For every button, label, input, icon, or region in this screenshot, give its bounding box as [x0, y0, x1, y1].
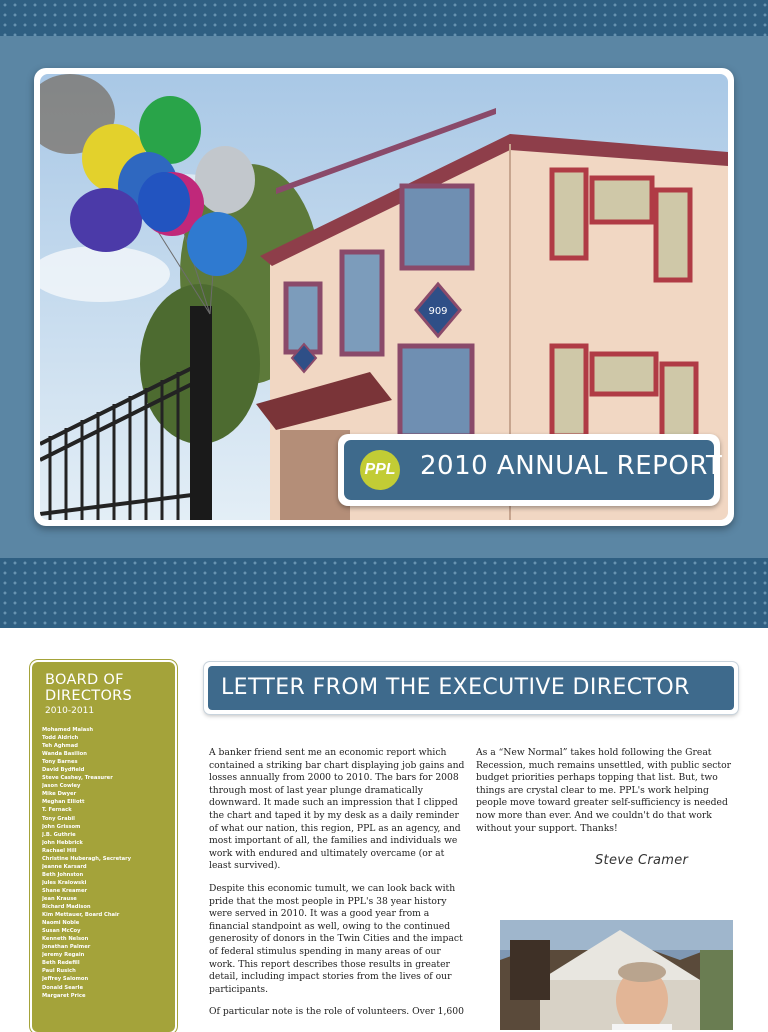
board-member: Susan McCoy — [42, 928, 81, 935]
board-member: Wanda Basilion — [42, 751, 87, 758]
board-member: Christine Huberagh, Secretary — [42, 855, 132, 862]
annual-report-banner — [338, 434, 723, 506]
board-member: Tony Barnes — [42, 759, 78, 766]
building-number: 909 — [428, 306, 448, 317]
board-of-directors-panel — [32, 662, 175, 1032]
letter-paragraph: As a “New Normal” takes hold following the Great Recession, much remains unsettled, with public sector budget priorities perhaps topping that list. But, two things are crystal clear to me. PPL's work helping people move toward greater self-sufficiency is needed now more than ever. And we couldn't do that work without your support. Thanks! — [476, 747, 732, 834]
letter-title: LETTER FROM THE EXECUTIVE DIRECTOR — [221, 675, 690, 700]
board-member: Paul Rusich — [42, 968, 76, 975]
board-member: Donald Searle — [42, 984, 83, 991]
board-years: 2010-2011 — [45, 706, 95, 716]
board-member: Jeremy Regain — [42, 952, 85, 959]
board-member: Rachael Hill — [42, 847, 77, 854]
letter-paragraph: Of particular note is the role of volunteers. Over 1,600 — [209, 1006, 464, 1018]
board-member: Naomi Noble — [42, 920, 80, 927]
board-member: J.B. Guthrie — [42, 831, 76, 838]
letter-paragraph: Despite this economic tumult, we can look back with pride that the most people in PPL's 38 year history were served in 2010. It was a good year from a financial standpoint as well, owing to the continued generosity of donors in the Twin Cities and the impact of federal stimulus spending in many areas of our work. This report describes those results in greater detail, including impact stories from the lives of our participants. — [209, 882, 463, 995]
board-member: Shane Kreamer — [42, 887, 88, 894]
board-member: David Bydfield — [42, 767, 85, 774]
board-member: T. Fernack — [42, 807, 72, 814]
board-member: Kenneth Nelson — [42, 936, 89, 943]
board-member: Richard Madison — [42, 904, 91, 911]
board-member: Beth Johnston — [42, 871, 84, 878]
director-portrait — [500, 920, 733, 1030]
board-member: Mike Dwyer — [42, 791, 77, 798]
board-member: Jonathan Palmer — [42, 944, 91, 951]
board-member: Jeffrey Salomon — [42, 976, 89, 983]
board-title: BOARD OF DIRECTORS — [45, 672, 133, 704]
board-member: Todd Aldrich — [42, 735, 79, 742]
board-member: Beth Redefill — [42, 960, 80, 967]
board-member: Teh Aghmad — [42, 743, 78, 750]
board-member: Jules Kralowski — [42, 879, 87, 886]
top-decorative-band — [0, 0, 768, 36]
signature: Steve Cramer — [595, 853, 689, 868]
board-member: Steve Cashey, Treasurer — [42, 775, 113, 782]
board-member: Margaret Price — [42, 992, 86, 999]
letter-title-banner — [204, 662, 738, 714]
board-member-list — [42, 726, 172, 1000]
ppl-logo: PPL — [360, 450, 400, 490]
letter-column-right — [476, 747, 734, 845]
letter-column-left — [209, 747, 467, 1029]
board-member: Meghan Elliott — [42, 799, 85, 806]
board-member: Jean Krause — [42, 895, 77, 902]
board-member: John Grissom — [42, 823, 81, 830]
letter-paragraph: A banker friend sent me an economic report which contained a striking bar chart displaying job gains and losses annually from 2000 to 2010. The bars for 2008 through most of last year plunge dramatically downward. It made such an impression that I clipped the chart and taped it by my desk as a daily reminder of what our nation, this region, PPL as an agency, and most important of all, the families and individuals we work with endured and ultimately overcame (or at least survived). — [209, 747, 465, 872]
report-title: 2010 ANNUAL REPORT — [420, 451, 723, 481]
board-member: Jason Cowley — [42, 783, 81, 790]
board-member: Kim Mettauer, Board Chair — [42, 912, 120, 919]
board-member: Jeanne Karsard — [42, 863, 87, 870]
board-member: John Hebbrick — [42, 839, 83, 846]
board-member: Mohamed Malash — [42, 727, 94, 733]
board-member: Tony Grabil — [42, 815, 75, 822]
bottom-decorative-band — [0, 558, 768, 628]
